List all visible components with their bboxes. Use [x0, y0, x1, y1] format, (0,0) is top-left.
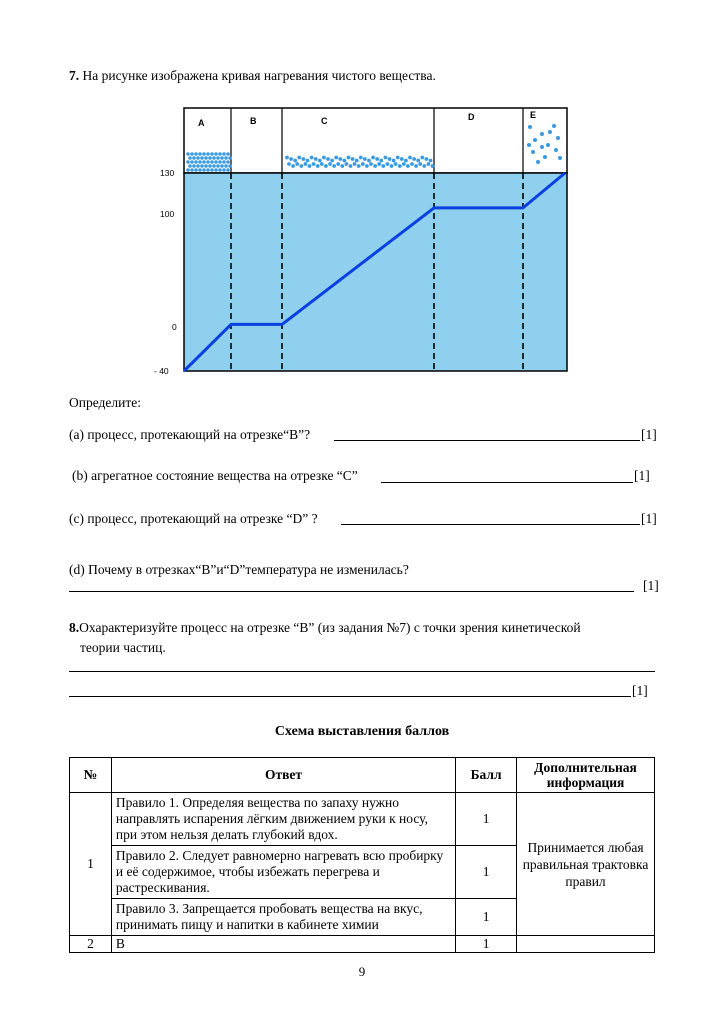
marking-scheme-table — [69, 757, 655, 953]
liquid-particle — [308, 164, 312, 168]
liquid-particle — [357, 164, 361, 168]
liquid-particle — [299, 164, 303, 168]
solid-particle — [212, 156, 216, 160]
liquid-particle — [285, 156, 289, 160]
question-d-mark: [1] — [643, 578, 659, 593]
solid-particle — [226, 168, 230, 172]
liquid-particle — [427, 162, 431, 166]
plot-area — [184, 173, 567, 371]
solid-particle — [196, 164, 200, 168]
question-8-mark: [1] — [632, 683, 648, 698]
solid-particle — [196, 156, 200, 160]
liquid-particle — [330, 159, 334, 163]
scheme-title: Схема выставления баллов — [274, 724, 450, 739]
question-8-line2: теории частиц. — [80, 640, 166, 655]
solid-particle — [218, 152, 222, 156]
solid-particle — [224, 156, 228, 160]
solid-particle — [192, 164, 196, 168]
phase-panel — [184, 108, 567, 173]
question-8-line1: Охарактеризуйте процесс на отрезке “B” (из задания №7) с точки зрения кинетической — [79, 620, 581, 635]
solid-particle — [192, 156, 196, 160]
rule-2-text: Правило 2. Следует равномерно нагревать всю пробирку и её содержимое, чтобы избежать перегрева и растрескивания. — [111, 846, 455, 899]
liquid-particle — [316, 164, 320, 168]
liquid-particle — [349, 164, 353, 168]
liquid-particle — [404, 159, 408, 163]
y-tick-100: 100 — [160, 209, 175, 219]
solid-particle — [216, 164, 220, 168]
solid-particle — [194, 160, 198, 164]
solid-particle — [186, 168, 190, 172]
solid-particle — [228, 156, 232, 160]
liquid-particle — [408, 156, 412, 160]
question-8 — [69, 620, 581, 636]
liquid-particle — [388, 157, 392, 161]
liquid-particle — [332, 164, 336, 168]
row2-info — [517, 936, 655, 953]
liquid-particle — [318, 159, 322, 163]
solid-particle — [186, 152, 190, 156]
liquid-particle — [324, 164, 328, 168]
liquid-particle — [400, 157, 404, 161]
row2-answer: B — [111, 936, 455, 953]
answer-line-8-1[interactable] — [69, 671, 655, 672]
gas-particle — [531, 150, 535, 154]
liquid-particle — [355, 159, 359, 163]
solid-particle — [210, 152, 214, 156]
liquid-particle — [343, 159, 347, 163]
liquid-particle — [384, 156, 388, 160]
solid-particle — [214, 168, 218, 172]
solid-particle — [198, 160, 202, 164]
liquid-particle — [369, 162, 373, 166]
solid-particle — [212, 164, 216, 168]
row2-num: 2 — [70, 936, 112, 953]
rule-1-text: Правило 1. Определяя вещества по запаху нужно направлять испарения лёгким движением руки к носу, при этом нельзя делать глубокий вдох. — [111, 793, 455, 846]
question-8-number: 8. — [69, 620, 80, 635]
liquid-particle — [320, 162, 324, 166]
liquid-particle — [425, 157, 429, 161]
rule-2-score: 1 — [456, 846, 517, 899]
rule-3-text: Правило 3. Запрещается пробовать вещества на вкус, принимать пищу и напитки в кабинете химии — [111, 899, 455, 936]
solid-particle — [202, 152, 206, 156]
solid-particle — [204, 164, 208, 168]
question-7-number: 7. — [69, 68, 80, 83]
header-answer: Ответ — [111, 758, 455, 793]
liquid-particle — [410, 162, 414, 166]
liquid-particle — [429, 159, 433, 163]
solid-particle — [224, 164, 228, 168]
liquid-particle — [375, 157, 379, 161]
solid-particle — [200, 164, 204, 168]
liquid-particle — [347, 156, 351, 160]
liquid-particle — [287, 162, 291, 166]
liquid-particle — [371, 156, 375, 160]
solid-particle — [202, 168, 206, 172]
question-a-text: (a) процесс, протекающий на отрезке“B”? — [69, 427, 311, 442]
heating-curve-chart — [150, 100, 580, 380]
solid-particle — [218, 168, 222, 172]
gas-particle — [540, 132, 544, 136]
liquid-particle — [402, 162, 406, 166]
gas-particle — [528, 125, 532, 129]
segment-label-e: E — [530, 110, 537, 120]
liquid-particle — [379, 159, 383, 163]
liquid-particle — [310, 156, 314, 160]
liquid-particle — [340, 164, 344, 168]
solid-particle — [208, 164, 212, 168]
liquid-particle — [353, 162, 357, 166]
page-number: 9 — [358, 964, 366, 979]
solid-particle — [208, 156, 212, 160]
question-c-text: (c) процесс, протекающий на отрезке “D” ? — [69, 511, 318, 526]
row2-score: 1 — [456, 936, 517, 953]
table-row — [70, 793, 655, 846]
solid-particle — [198, 168, 202, 172]
solid-particle — [190, 160, 194, 164]
gas-particle — [533, 138, 537, 142]
liquid-particle — [418, 162, 422, 166]
header-info: Дополнительная информация — [517, 758, 655, 793]
liquid-particle — [291, 164, 295, 168]
liquid-particle — [289, 157, 293, 161]
gas-particle — [548, 130, 552, 134]
answer-line-d[interactable] — [69, 591, 634, 592]
solid-particles — [186, 152, 232, 172]
liquid-particle — [420, 156, 424, 160]
liquid-particle — [373, 164, 377, 168]
solid-particle — [188, 164, 192, 168]
solid-particle — [210, 160, 214, 164]
solid-particle — [206, 160, 210, 164]
question-a-mark: [1] — [641, 427, 657, 442]
solid-particle — [198, 152, 202, 156]
solid-particle — [190, 168, 194, 172]
solid-particle — [190, 152, 194, 156]
segment-label-b: B — [250, 116, 257, 126]
liquid-particle — [293, 159, 297, 163]
liquid-particle — [302, 157, 306, 161]
solid-particle — [194, 152, 198, 156]
liquid-particle — [381, 164, 385, 168]
solid-particle — [206, 152, 210, 156]
solid-particle — [228, 164, 232, 168]
y-tick-0: 0 — [172, 322, 177, 332]
solid-particle — [226, 160, 230, 164]
solid-particle — [222, 152, 226, 156]
liquid-particle — [336, 162, 340, 166]
solid-particle — [202, 160, 206, 164]
question-7 — [69, 68, 436, 84]
liquid-particle — [295, 162, 299, 166]
gas-particle — [543, 155, 547, 159]
header-score: Балл — [456, 758, 517, 793]
solid-particle — [194, 168, 198, 172]
answer-line-c[interactable] — [341, 524, 640, 525]
liquid-particle — [322, 156, 326, 160]
solid-particle — [222, 160, 226, 164]
liquid-particle — [377, 162, 381, 166]
row1-info: Принимается любая правильная трактовка правил — [517, 793, 655, 936]
liquid-particle — [394, 162, 398, 166]
liquid-particle — [396, 156, 400, 160]
solid-particle — [220, 156, 224, 160]
liquid-particle — [367, 159, 371, 163]
liquid-particle — [359, 156, 363, 160]
liquid-particle — [351, 157, 355, 161]
table-header-row — [70, 758, 655, 793]
question-b-text: (b) агрегатное состояние вещества на отрезке “C” — [72, 468, 358, 483]
define-label: Определите: — [69, 395, 142, 410]
rule-3-score: 1 — [456, 899, 517, 936]
segment-label-d: D — [468, 112, 475, 122]
liquid-particle — [297, 156, 301, 160]
answer-line-b[interactable] — [381, 482, 633, 483]
solid-particle — [214, 152, 218, 156]
gas-particle — [546, 143, 550, 147]
solid-particle — [186, 160, 190, 164]
liquid-particle — [306, 159, 310, 163]
liquid-particle — [414, 164, 418, 168]
answer-line-a[interactable] — [334, 440, 640, 441]
solid-particle — [206, 168, 210, 172]
liquid-particle — [398, 164, 402, 168]
row1-num: 1 — [70, 793, 112, 936]
segment-label-a: A — [198, 118, 205, 128]
liquid-particle — [365, 164, 369, 168]
solid-particle — [220, 164, 224, 168]
liquid-particle — [312, 162, 316, 166]
solid-particle — [214, 160, 218, 164]
y-tick-130: 130 — [160, 168, 175, 178]
liquid-particle — [431, 164, 435, 168]
solid-particle — [226, 152, 230, 156]
liquid-particle — [361, 162, 365, 166]
header-num: № — [70, 758, 112, 793]
liquid-particle — [326, 157, 330, 161]
question-c-mark: [1] — [641, 511, 657, 526]
liquid-particle — [386, 162, 390, 166]
solid-particle — [210, 168, 214, 172]
segment-label-c: C — [321, 116, 328, 126]
liquid-particle — [304, 162, 308, 166]
solid-particle — [218, 160, 222, 164]
liquid-particle — [314, 157, 318, 161]
gas-particle — [540, 145, 544, 149]
liquid-particle — [328, 162, 332, 166]
gas-particle — [536, 160, 540, 164]
solid-particle — [216, 156, 220, 160]
question-d-text: (d) Почему в отрезках“B”и“D”температура не изменилась? — [69, 562, 409, 577]
liquid-particle — [416, 159, 420, 163]
gas-particle — [527, 143, 531, 147]
table-row — [70, 936, 655, 953]
liquid-particle — [338, 157, 342, 161]
liquid-particle — [422, 164, 426, 168]
liquid-particle — [406, 164, 410, 168]
gas-particle — [554, 148, 558, 152]
liquid-particle — [412, 157, 416, 161]
liquid-particle — [392, 159, 396, 163]
solid-particle — [200, 156, 204, 160]
answer-line-8-2[interactable] — [69, 696, 631, 697]
solid-particle — [188, 156, 192, 160]
question-7-text: На рисунке изображена кривая нагревания чистого вещества. — [82, 68, 436, 83]
rule-1-score: 1 — [456, 793, 517, 846]
liquid-particle — [363, 157, 367, 161]
liquid-particle — [390, 164, 394, 168]
gas-particle — [558, 156, 562, 160]
liquid-particle — [334, 156, 338, 160]
question-b-mark: [1] — [634, 468, 650, 483]
y-tick-minus-40: - 40 — [154, 366, 169, 376]
solid-particle — [204, 156, 208, 160]
gas-particle — [552, 124, 556, 128]
gas-particle — [556, 136, 560, 140]
liquid-particle — [345, 162, 349, 166]
solid-particle — [222, 168, 226, 172]
